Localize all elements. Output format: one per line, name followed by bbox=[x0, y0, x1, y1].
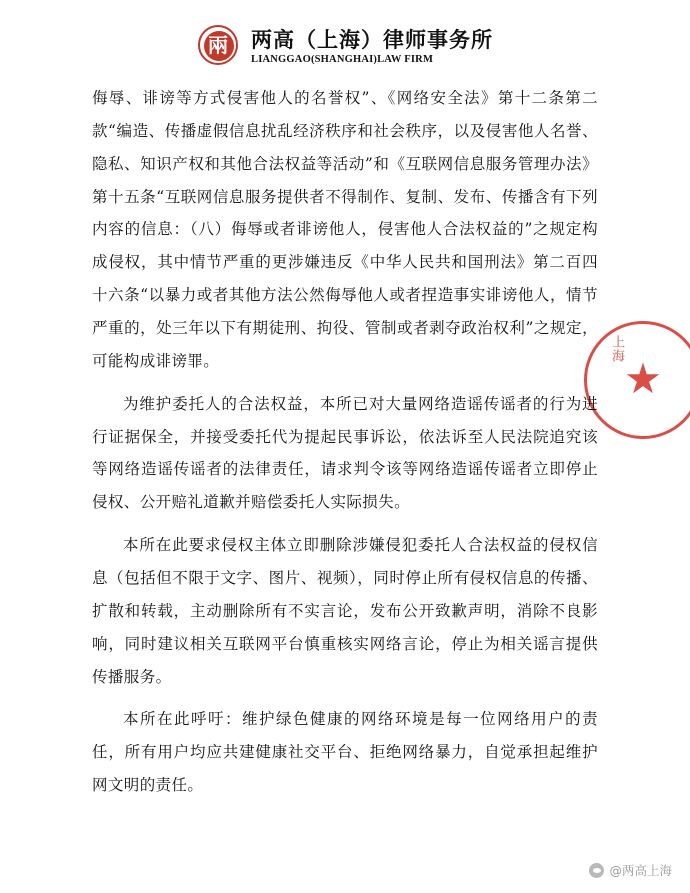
paragraph: 本所在此呼吁：维护绿色健康的网络环境是每一位网络用户的责任，所有用户均应共建健康社交平台、拒绝网络暴力，自觉承担起维护网文明的责任。 bbox=[92, 710, 598, 795]
seal-star-icon bbox=[626, 362, 660, 396]
law-firm-logo-icon bbox=[197, 24, 241, 68]
watermark-label: @两高上海 bbox=[609, 863, 672, 878]
logo-glyph: 兩 bbox=[208, 33, 228, 57]
firm-name-block bbox=[251, 27, 493, 65]
letterhead bbox=[0, 0, 690, 76]
firm-name-english: LIANGGAO(SHANGHAI)LAW FIRM bbox=[251, 54, 434, 66]
document-body bbox=[92, 82, 598, 802]
seal-text: 上海 bbox=[609, 335, 624, 363]
paragraph: 为维护委托人的合法权益，本所已对大量网络造谣传谣者的行为进行证据保全，并接受委托代为提起民事诉讼，依法诉至人民法院追究该等网络造谣传谣者的法律责任，请求判令该等网络造谣传谣者立即停止侵权、公开赔礼道歉并赔偿委托人实际损失。 bbox=[92, 394, 598, 512]
paragraph: 侮辱、诽谤等方式侵害他人的名誉权”、《网络安全法》第十二条第二款“编造、传播虚假信息扰乱经济秩序和社会秩序，以及侵害他人名誉、隐私、知识产权和其他合法权益等活动”和《互联网信息服务管理办法》第十五条“互联网信息服务提供者不得制作、复制、发布、传播含有下列内容的信息：（八）侮辱或者诽谤他人，侵害他人合法权益的”之规定构成侵权，其中情节严重的更涉嫌违反《中华人民共和国刑法》第二百四十六条“以暴力或者其他方法公然侮辱他人或者捏造事实诽谤他人，情节严重的，处三年以下有期徒刑、拘役、管制或者剥夺政治权利”之规定，可能构成诽谤罪。 bbox=[92, 89, 598, 370]
watermark-badge bbox=[589, 861, 672, 879]
seal-ring bbox=[584, 321, 690, 439]
red-official-seal-icon bbox=[584, 321, 690, 439]
weibo-icon bbox=[589, 863, 604, 878]
firm-name-chinese: 两高（上海）律师事务所 bbox=[251, 26, 493, 52]
paragraph: 本所在此要求侵权主体立即删除涉嫌侵犯委托人合法权益的侵权信息（包括但不限于文字、图片、视频），同时停止所有侵权信息的传播、扩散和转载，主动删除所有不实言论，发布公开致歉声明，消除不良影响，同时建议相关互联网平台慎重核实网络言论，停止为相关谣言提供传播服务。 bbox=[92, 536, 598, 686]
